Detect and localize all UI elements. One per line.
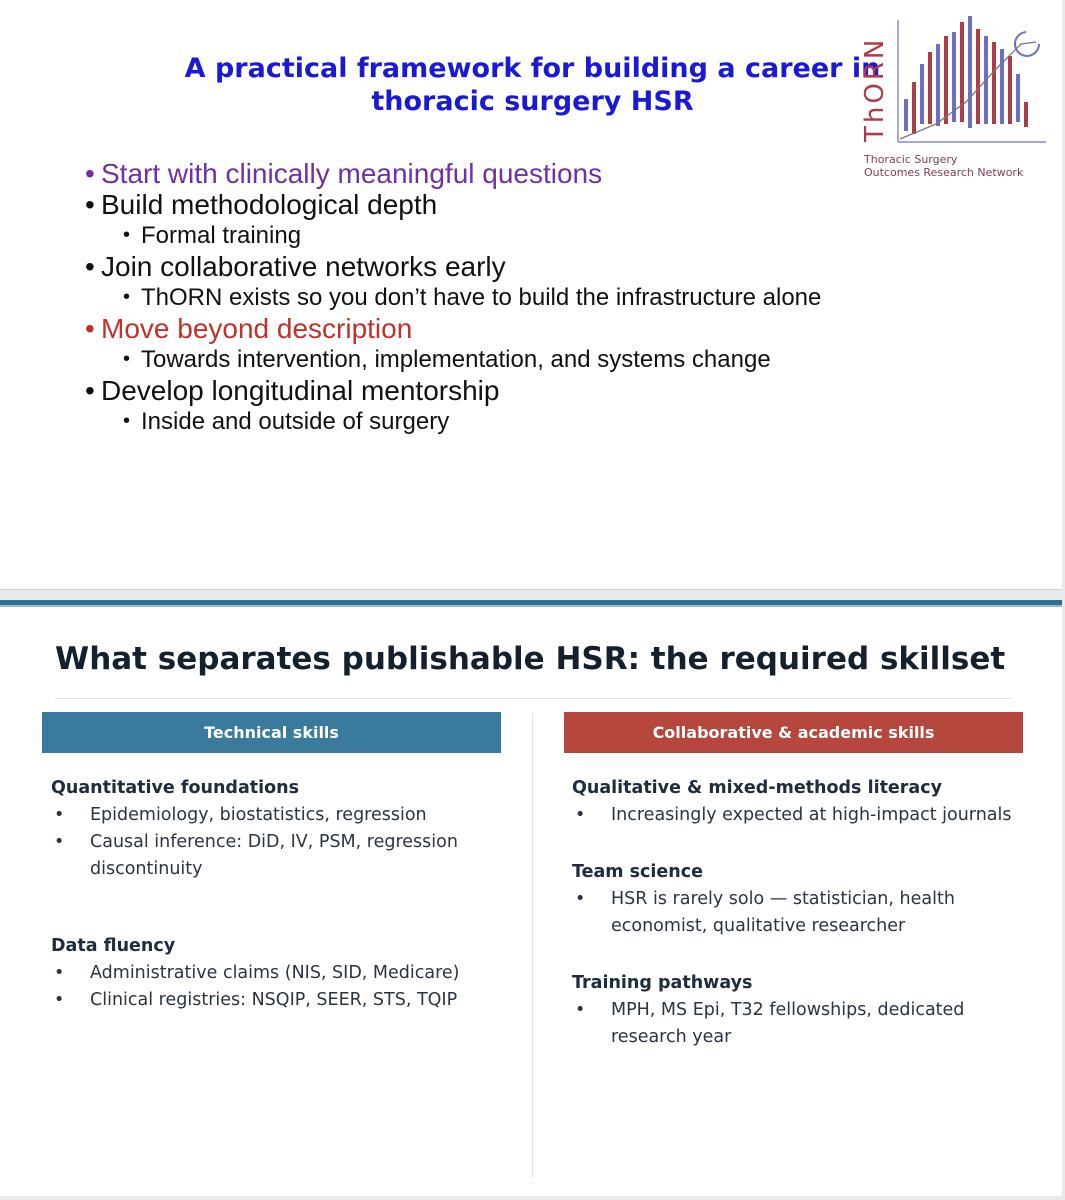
sub-bullet-item: • Formal training (123, 222, 302, 249)
section-heading: Data fluency (51, 936, 176, 956)
list-item: • Clinical registries: NSQIP, SEER, STS, TQIP (54, 990, 458, 1010)
slide-title: A practical framework for building a career in thoracic surgery HSR (184, 53, 881, 117)
section-heading: Training pathways (572, 973, 753, 993)
logo-bars (904, 16, 1028, 134)
section-heading: Qualitative & mixed-methods literacy (572, 778, 943, 798)
list-item: • HSR is rarely solo — statistician, health economist, qualitative researcher (575, 889, 955, 936)
top-accent-line (0, 605, 1062, 607)
section-heading: Team science (572, 862, 703, 882)
collaborative-skills-column (572, 775, 1012, 1051)
bullet-item: • Build methodological depth (85, 189, 438, 220)
collaborative-skills-header: Collaborative & academic skills (564, 712, 1023, 753)
bullet-list (85, 158, 985, 437)
list-item: • MPH, MS Epi, T32 fellowships, dedicated research year (575, 1000, 965, 1047)
bullet-item: • Start with clinically meaningful questions (85, 158, 603, 189)
list-item: • Causal inference: DiD, IV, PSM, regression discontinuity (54, 832, 458, 879)
technical-skills-column (51, 775, 491, 1014)
column-divider (532, 713, 533, 1178)
list-item: • Increasingly expected at high-impact journals (575, 805, 1012, 825)
sub-bullet-item: • Towards intervention, implementation, and systems change (123, 346, 771, 373)
slide-title: What separates publishable HSR: the required skillset (55, 641, 1006, 677)
list-item: • Epidemiology, biostatistics, regression (54, 805, 427, 825)
bullet-item: • Develop longitudinal mentorship (85, 375, 500, 406)
slide-framework (0, 0, 1062, 590)
logo-letters: ThORN (860, 36, 890, 142)
bullet-item: • Move beyond description (85, 313, 413, 344)
slide-skillset (0, 600, 1062, 1196)
logo-caption: Thoracic Surgery Outcomes Research Network (864, 153, 1024, 179)
sub-bullet-item: • Inside and outside of surgery (123, 408, 450, 435)
technical-skills-header: Technical skills (42, 712, 501, 753)
bullet-item: • Join collaborative networks early (85, 251, 506, 282)
title-divider (55, 698, 1012, 699)
sub-bullet-item: • ThORN exists so you don’t have to build the infrastructure alone (123, 284, 822, 311)
list-item: • Administrative claims (NIS, SID, Medicare) (54, 963, 460, 983)
section-heading: Quantitative foundations (51, 778, 300, 798)
